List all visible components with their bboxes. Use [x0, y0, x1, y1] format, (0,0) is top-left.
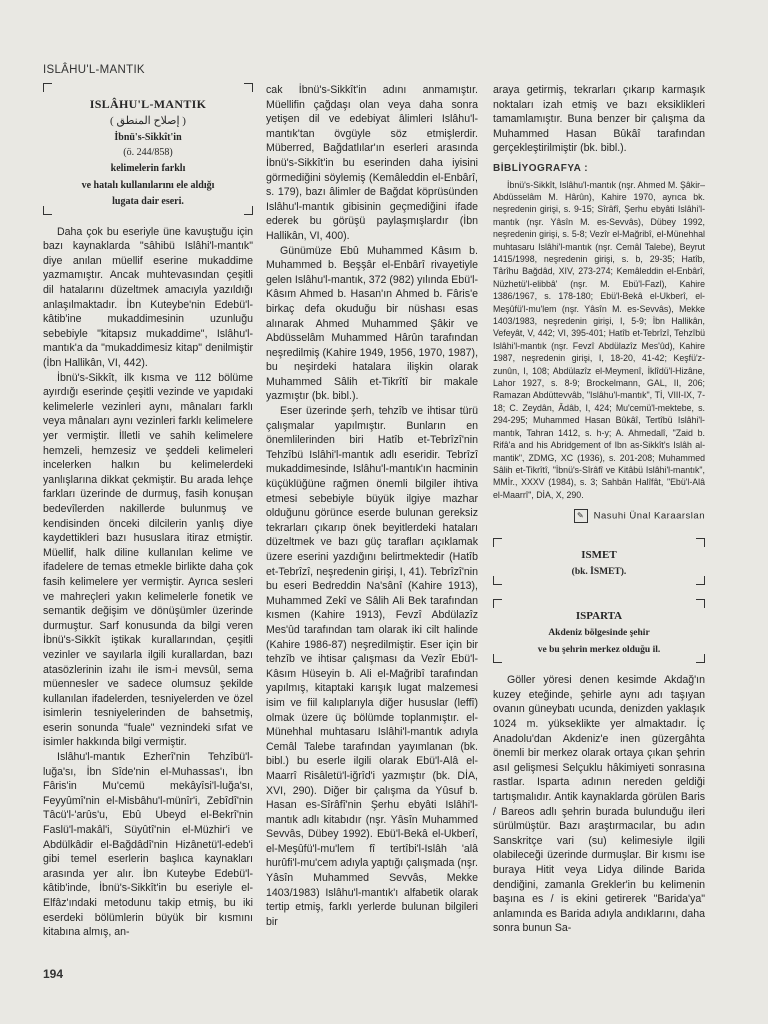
- isparta-title: ISPARTA: [575, 610, 623, 623]
- corner-mark: [696, 654, 705, 663]
- entry-title: ISLÂHU'L-MANTIK: [89, 97, 207, 111]
- ismet-reference: (bk. İSMET).: [571, 566, 627, 577]
- entry-description-1: kelimelerin farklı: [110, 163, 186, 175]
- paragraph: Göller yöresi denen kesimde Akdağ'ın kuzey eteğinde, şehirle aynı adı taşıyan ovanın güneybatı ucunda, denizden yaklaşık 1024 m. yükseklikte yer almaktadır. İç Anadolu'dan Akdeniz'e inen güzergâhta önemli bir merkez olarak ortaya çıkan şehrin asıl gelişmesi Selçuklu hâkimiyeti sonrasına rastlar. Isparta adının nereden geldiği tartışmalıdır. Antik kaynaklarda görülen Baris / Bareos adlı şehrin burada bulunduğu ileri sürülmüştür. Bazı araştırmacılar, bu adın Sanskritçe vari (su) kelimesiyle ilgili olabileceği üzerinde durmuşlar. Bir kısmı ise buraya Hitit veya Lidya dilinde Barida dendiğini, zamanla Grekler'in bu kelimenin başına es / is ekini getirerek "Barida'ya" anlamında es Barida adıyla andıklarını, daha sonra bunun Sa-: [493, 674, 705, 935]
- corner-mark: [696, 599, 705, 608]
- author-signature: [493, 509, 705, 524]
- corner-mark: [696, 538, 705, 547]
- entry-date: (ö. 244/858): [123, 146, 173, 158]
- column-3: [493, 83, 705, 936]
- corner-mark: [43, 206, 52, 215]
- running-head: ISLÂHU'L-MANTIK: [43, 64, 145, 76]
- corner-mark: [244, 206, 253, 215]
- isparta-description-2: ve bu şehrin merkez olduğu il.: [537, 644, 661, 655]
- paragraph: Günümüze Ebû Muhammed Kâsım b. Muhammed b. Beşşâr el-Enbârî rivayetiyle gelen Islâhu'l-mantık, 372 (982) yılında Ebü'l-Kâsım Ahmed b. Hasan'ın Ahmed b. Fâris'e birkaç defa okuduğu bir nüshası esas alınarak Ahmed Muhammed Şâkir ve Abdüsselâm Muhammed Hârûn tarafından neşredilmiş (Kahire 1949, 1956, 1970, 1987), bu neşirdeki hatalara ilişkin olarak Muhammed Sâlih et-Tikrîtî bir makale yazmıştır (bk. bibl.).: [266, 244, 479, 403]
- paragraph: araya getirmiş, tekrarları çıkarıp karmaşık noktaları izah etmiş ve bazı eksiklikleri tamamlamıştır. Buna benzer bir çalışma da Muhammed Hasan Bûkâî tarafından gerçekleştirilmiştir (bk. bibl.).: [493, 84, 705, 155]
- corner-mark: [696, 576, 705, 585]
- entry-header-box: [43, 83, 253, 215]
- isparta-description-1: Akdeniz bölgesinde şehir: [548, 628, 650, 639]
- corner-mark: [43, 83, 52, 92]
- corner-mark: [493, 599, 502, 608]
- paragraph: İbnü's-Sikkît, ilk kısma ve 112 bölüme ayırdığı eserinde çeşitli vezinde ve yapıdaki kelimelerle vezinleri aynı, mânaları farklı veya mânaları aynı vezinleri farklı kelimelere yer vermiştir. İlletli ve sahih kelimelere hemzeli, hemzesiz ve şeddeli kelimeleri incelerken halkın bu kelimelerdeki yanlışlarına dikkat çekmiştir. Bu arada lehçe farkları üzerinde de durmuş, fasih konuşan bedevîlerden nakillerde bulunmuş ve kendisinden önceki dilcilerin yanlış diye kaydettikleri bazı hususlara itiraz etmiştir. Müellif, halk diline kullanılan kelime ve ifadelere de temas etmekle birlikte daha çok fasih kelimelere yer vermiştir. Ayrıca sesleri ve mahreçleri yakın kelimelerle fonetik ve semantik değişim ve dönüşümler üzerinde durmuştur. Sarf konusunda da bilgi veren İbnü's-Sikkît iştikak kurallarından, çeşitli vezinler ve sayılarla ilgili kurallardan, bazı atasözlerinin izahı ile ism-i mevsûl, sema müennesler ve sadece olumsuz şekilde kullanılan ifadelerden, tesniyelerden ve özel isimlerin tesniyelerinden de bahsetmiş, eserin sonunda "fuale" veznindeki sıfat ve isimler hakkında bilgi vermiştir.: [43, 371, 253, 749]
- bibliography: İbnü's-Sikkît, Islâhu'l-mantık (nşr. Ahmed M. Şâkir–Abdüsselâm M. Hârûn), Kahire 1970, ayrıca bk. neşredenin girişi, s. 9-15; Sîrâfî, Şerhu ebyâti Islâhi'l-mantık (nşr. Yâsîn M. es-Sevvâs), Dübey 1992, neşredenin girişi, s. 5-8; Vezîr el-Mağribî, el-Münehhal muhtasaru Islâhi'l-mantık (nşr. Cemâl Talebe), Beyrut 1415/1998, neşredenin girişi, s. b, 29-35; Hatîb, Târîhu Bağdâd, XIV, 273-274; Kemâleddin el-Enbârî, Nüzhetü'l-elibbâ' (nşr. M. Ebü'l-Fazl), Kahire 1386/1967, s. 178-180; Ebü'l-Bekâ el-Ukberî, el-Meşûfü'l-mu'lem (nşr. Yâsîn M. es-Sevvâs), Mekke 1403/1983, neşredenin girişi, I, 5-9; İbn Hallikân, Vefeyât, V, 442; VI, 395-401; Hatîb et-Tebrîzî, Tehzîbü Islâhi'l-mantık (nşr. Fevzî Abdülazîz Mes'ûd), Kahire 1987, neşredenin girişi, I, 18-20, 41-42; Keşfü'z-zunûn, I, 108; Abdülazîz el-Meymenî, İklîdü'l-Hizâne, Lahor 1927, s. 8-9; Brockelmann, GAL, II, 206; Ramazan Abdüttevvâb, "Islâhu'l-mantık", Tİ, VIII-IX, 7-18; C. Zeydân, Âdâb, I, 424; Mu'cemü'l-mektebe, s. 294-295; Muhammed Hasan Bûkâî, Tertîbü Islâhi'l-mantık, Tahran 1412, s. h-y; A. Ahmedalî, "Zaid b. Rifâ'a and his Abridgement of Ibn as-Sikkît's Islâh al-mantik", ZDMG, XC (1936), s. 201-208; Muhammed Sâlih et-Tikrîtî, "İbnü's-Sîrâfî ve Kitâbü Islâhi'l-mantık", MMİr., XXXV (1984), s. 3; Sahbân Halîfât, "Ebü'l-Alâ el-Maarrî", DİA, X, 290.: [493, 179, 705, 500]
- page-number: 194: [43, 967, 64, 981]
- ismet-title: ISMET: [581, 549, 617, 562]
- corner-mark: [493, 654, 502, 663]
- author-icon: ✎: [574, 509, 588, 523]
- entry-description-3: lugata dair eseri.: [112, 196, 184, 208]
- column-1: [43, 83, 253, 940]
- corner-mark: [493, 538, 502, 547]
- ismet-header-box: [493, 538, 705, 585]
- paragraph: Islâhu'l-mantık Ezherî'nin Tehzîbü'l-luğa'sı, İbn Sîde'nin el-Muhassas'ı, İbn Fâris'in Mu'cemü mekâyîsi'l-luğa'sı, Feyyûmî'nin el-Misbâhu'l-münîr'i, Zebîdî'nin Tâcü'l-'arûs'u, Ebû Ubeyd el-Bekrî'nin Faslü'l-makâl'i, Süyûtî'nin el-Müzhir'i ve Abdülkâdir el-Bağdâdî'nin Hizânetü'l-edeb'i gibi temel eserlerin başlıca kaynakları arasında yer alır. İbn Kuteybe Edebü'l-kâtib'inde, İbnü's-Sikkît'in bu eseriyle el-Elfâz'ındaki metodunu takip etmiş, bu iki eserdeki bölümlerin büyük bir kısmını kitabına almış, an-: [43, 751, 253, 939]
- paragraph: Eser üzerinde şerh, tehzîb ve ihtisar türü çalışmalar yapılmıştır. Bunların en önemlilerinden biri Hatîb et-Tebrîzî'nin Tehzîbü Islâhi'l-mantık adlı eseridir. Tebrîzî mukaddimesinde, Islâhu'l-mantık'ın hacminin küçüklüğüne rağmen önemli bilgiler ihtiva etmesi sebebiyle büyük ilgiye mazhar olduğunu görünce eserde bulunan gereksiz tekrarları çıkarıp önek beyitlerdeki hataları düzeltmek ve bazı güç tarafları açıklamak üzere eserini yazdığını belirtmektedir (Hatîb et-Tebrîzî, neşredenin girişi, I, 41). Tebrîzî'nin bu eseri Bedreddin Na'sânî (Kahire 1913), Muhammed Zekî ve Sâlih Ali Bek tarafından kısmen (Kahire 1913), Fevzî Abdülazîz Mes'ûd tarafından tam olarak iki cilt halinde (Kahire 1986-87) neşredilmiştir. Eser için bir tehzîb ve ihtisar çalışması da Vezîr Ebü'l-Kâsım Hüseyin b. Ali el-Mağribî tarafından yapılmış, kitaptaki karışık lugat malzemesi isim ve fiil kalıplarıyla diğer hususlar (leffî) olmak üzere üç bölümde toplanmıştır. el-Münehhal muhtasaru Islâhi'l-mantık adıyla Cemâl Talebe tarafından yayımlanan (bk. bibl.) bu eserle ilgili olarak Ebü'l-Alâ el-Maarrî Risâletü'l-iğrîd'i yazmıştır (bk. DİA, XVI, 290). Diğer bir çalışma da Yûsuf b. Hasan es-Sîrâfî'nin Şerhu ebyâti Islâhi'l-mantık adlı kitabıdır (nşr. Yâsîn Muhammed Sevvâs, Dübey 1992). Ebü'l-Bekâ el-Ukberî, el-Meşûfü'l-mu'lem fî tertîbi'l-Islâh 'alâ hurûfi'l-mu'cem adıyla yaptığı çalışmada (nşr. Yâsîn Muhammed Sevvâs, Mekke 1403/1983) Islâhu'l-mantık'ı alfabetik olarak tertip etmiş, farklı yerlerde bulunan bilgileri bir: [266, 405, 478, 928]
- corner-mark: [244, 83, 253, 92]
- author-name: Nasuhi Ünal Karaarslan: [593, 510, 705, 522]
- entry-arabic-title: ( إصلاح المنطق ): [110, 114, 186, 127]
- corner-mark: [493, 576, 502, 585]
- paragraph: Daha çok bu eseriyle üne kavuştuğu için bazı kaynaklarda "sâhibü Islâhi'l-mantık" diye anılan müellif eserine mukaddime yazmamıştır. Ancak muhtevasından çeşitli dil hatalarını düzeltmek amacıyla yazıldığı anlaşılmaktadır. İbn Kuteybe'nin Edebü'l-kâtib'ine mukaddimesinin uzunluğu sebebiyle "kitapsız mukaddime", Islâhu'l-mantık'a da "mukaddimesiz kitap" denilmiştir (İbn Hallikân, VI, 442).: [43, 225, 253, 370]
- column-2: [266, 83, 478, 929]
- entry-author: İbnü's-Sikkît'in: [114, 132, 182, 144]
- bibliography-heading: BİBLİYOGRAFYA :: [493, 162, 589, 174]
- paragraph: cak İbnü's-Sikkît'in adını anmamıştır. Müellifin çağdaşı olan veya daha sonra yetişen dil ve edebiyat âlimleri Islâhu'l-mantık'tan övgüyle söz etmişlerdir. Müberred, Bağdatlılar'ın eserleri arasında İbnü's-Sikkît'in bu eserinden daha iyisini görmediğini söylemiş (Kemâleddin el-Enbârî, s. 179), bazı âlimler de Bağdat köprüsünden Islâhu'l-mantık gibisinin geçmediğini ifade ederek bu görüşü paylaşmışlardır (İbn Hallikân, VI, 400).: [266, 84, 478, 242]
- entry-description-2: ve hatalı kullanılarını ele aldığı: [81, 179, 215, 191]
- isparta-header-box: [493, 599, 705, 663]
